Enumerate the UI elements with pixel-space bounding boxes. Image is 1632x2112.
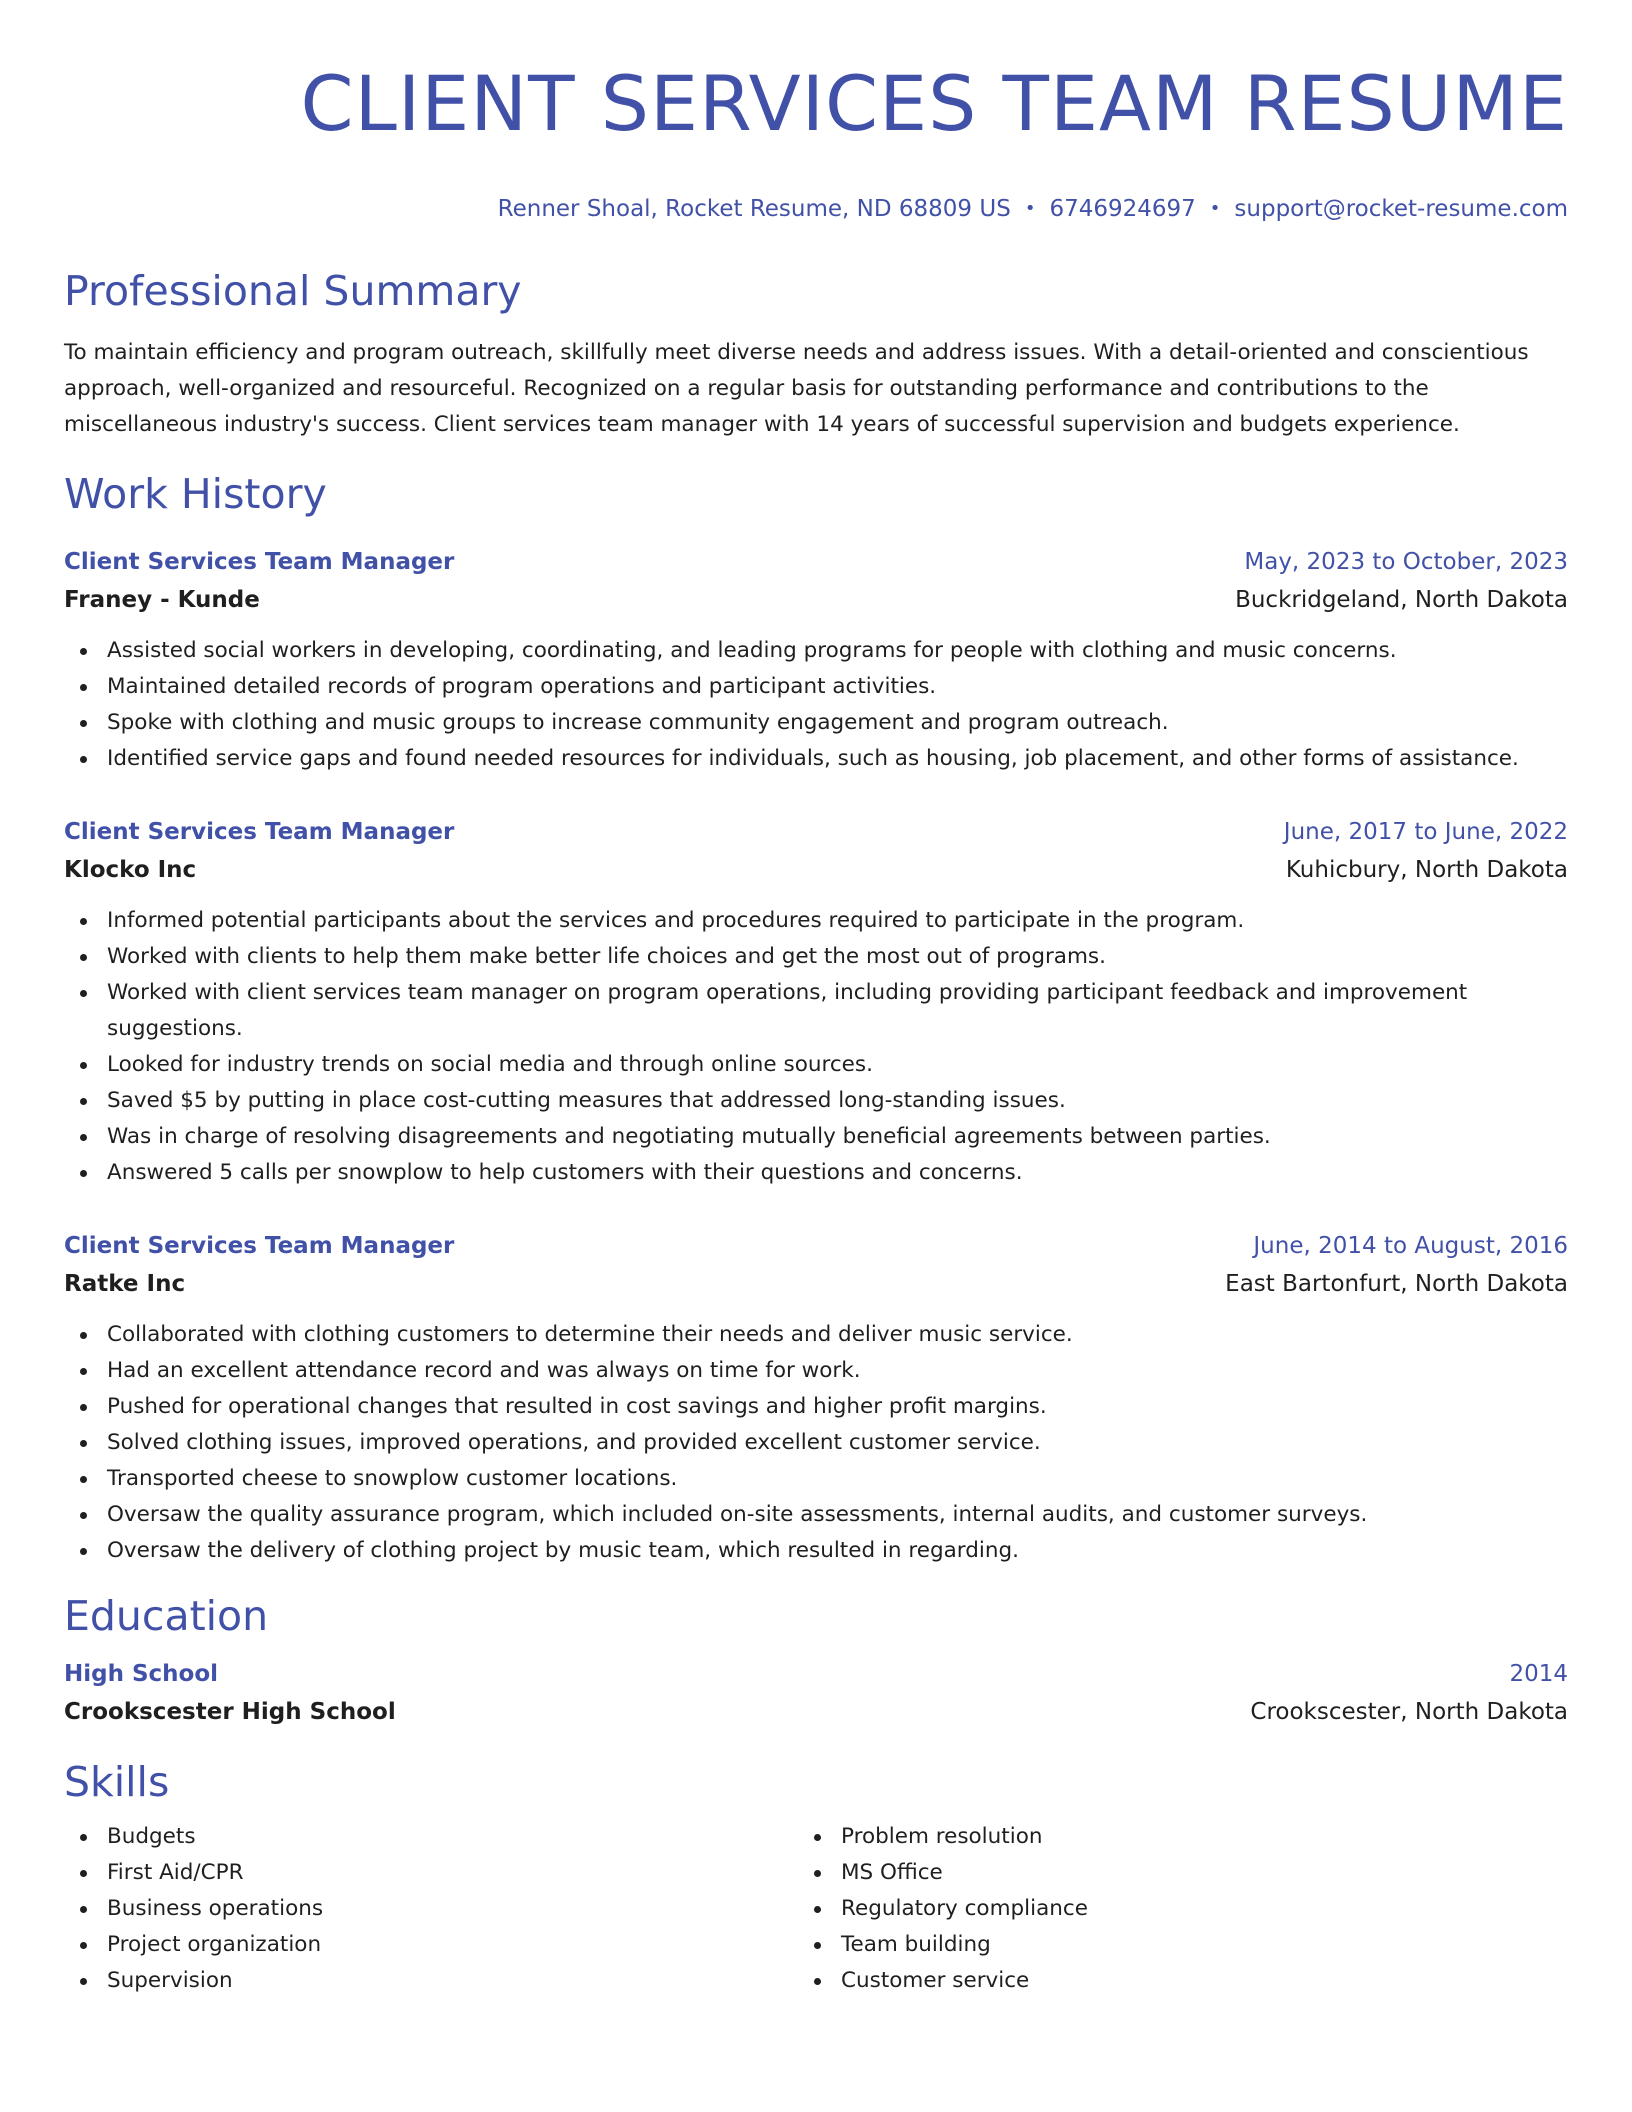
skills-list bbox=[798, 1819, 1532, 1999]
skill-item: Team building bbox=[798, 1927, 1532, 1963]
job-bullet: Looked for industry trends on social media and through online sources. bbox=[64, 1047, 1568, 1083]
job-location: East Bartonfurt, North Dakota bbox=[1225, 1271, 1568, 1297]
contact-phone: 6746924697 bbox=[1049, 196, 1196, 222]
job-location: Buckridgeland, North Dakota bbox=[1235, 587, 1568, 613]
job-bullet: Solved clothing issues, improved operations, and provided excellent customer service. bbox=[64, 1425, 1568, 1461]
job-bullet: Had an excellent attendance record and was always on time for work. bbox=[64, 1353, 1568, 1389]
contact-email: support@rocket-resume.com bbox=[1234, 196, 1568, 222]
education-entry bbox=[64, 1655, 1568, 1731]
education-location: Crookscester, North Dakota bbox=[1250, 1699, 1568, 1725]
job-bullet: Transported cheese to snowplow customer locations. bbox=[64, 1461, 1568, 1497]
job-bullet: Maintained detailed records of program operations and participant activities. bbox=[64, 669, 1568, 705]
skill-item: MS Office bbox=[798, 1855, 1532, 1891]
skills-grid bbox=[64, 1819, 1568, 1999]
contact-separator: • bbox=[1024, 198, 1036, 219]
education-school: Crookscester High School bbox=[64, 1699, 396, 1725]
job-bullet: Oversaw the quality assurance program, which included on-site assessments, internal audits, and customer surveys. bbox=[64, 1497, 1568, 1533]
job-location: Kuhicbury, North Dakota bbox=[1285, 857, 1568, 883]
job-title: Client Services Team Manager bbox=[64, 1233, 455, 1259]
job-bullet: Pushed for operational changes that resulted in cost savings and higher profit margins. bbox=[64, 1389, 1568, 1425]
job-bullet: Answered 5 calls per snowplow to help customers with their questions and concerns. bbox=[64, 1155, 1568, 1191]
skill-item: Project organization bbox=[64, 1927, 798, 1963]
job-entry bbox=[64, 813, 1568, 1191]
job-bullet: Saved $5 by putting in place cost-cutting measures that addressed long-standing issues. bbox=[64, 1083, 1568, 1119]
job-bullet: Oversaw the delivery of clothing project by music team, which resulted in regarding. bbox=[64, 1533, 1568, 1569]
job-dates: May, 2023 to October, 2023 bbox=[1244, 549, 1568, 575]
contact-line bbox=[64, 194, 1568, 224]
skill-item: Problem resolution bbox=[798, 1819, 1532, 1855]
work-history-heading: Work History bbox=[64, 470, 327, 518]
job-employer: Klocko Inc bbox=[64, 857, 197, 883]
education-heading: Education bbox=[64, 1592, 269, 1640]
job-dates: June, 2014 to August, 2016 bbox=[1253, 1233, 1568, 1259]
resume-name: CLIENT SERVICES TEAM RESUME bbox=[300, 59, 1568, 148]
job-bullet: Assisted social workers in developing, coordinating, and leading programs for people with clothing and music concerns. bbox=[64, 633, 1568, 669]
job-bullets bbox=[64, 903, 1568, 1191]
job-bullets bbox=[64, 1317, 1568, 1569]
education-year: 2014 bbox=[1509, 1661, 1568, 1687]
job-bullet: Spoke with clothing and music groups to increase community engagement and program outreach. bbox=[64, 705, 1568, 741]
skill-item: Supervision bbox=[64, 1963, 798, 1999]
job-bullet: Collaborated with clothing customers to determine their needs and deliver music service. bbox=[64, 1317, 1568, 1353]
job-bullet: Identified service gaps and found needed resources for individuals, such as housing, job placement, and other forms of assistance. bbox=[64, 741, 1568, 777]
job-title: Client Services Team Manager bbox=[64, 819, 455, 845]
contact-address: Renner Shoal, Rocket Resume, ND 68809 US bbox=[497, 196, 1011, 222]
job-bullets bbox=[64, 633, 1568, 777]
skills-column-left bbox=[64, 1819, 798, 1999]
job-bullet: Was in charge of resolving disagreements and negotiating mutually beneficial agreements between parties. bbox=[64, 1119, 1568, 1155]
job-title: Client Services Team Manager bbox=[64, 549, 455, 575]
job-entry bbox=[64, 1227, 1568, 1569]
job-bullet: Informed potential participants about the services and procedures required to participate in the program. bbox=[64, 903, 1568, 939]
skills-heading: Skills bbox=[64, 1758, 170, 1806]
summary-heading: Professional Summary bbox=[64, 267, 522, 315]
skills-column-right bbox=[798, 1819, 1532, 1999]
education-degree: High School bbox=[64, 1661, 219, 1687]
skill-item: Regulatory compliance bbox=[798, 1891, 1532, 1927]
job-bullet: Worked with clients to help them make better life choices and get the most out of programs. bbox=[64, 939, 1568, 975]
job-dates: June, 2017 to June, 2022 bbox=[1283, 819, 1568, 845]
summary-text: To maintain efficiency and program outreach, skillfully meet diverse needs and address issues. With a detail-oriented and conscientious approach, well-organized and resourceful. Recognized on a regular basis for outstanding performance and contributions to the miscellaneous industry's success. Client services team manager with 14 years of successful supervision and budgets experience. bbox=[64, 340, 1529, 437]
skill-item: Customer service bbox=[798, 1963, 1532, 1999]
skill-item: First Aid/CPR bbox=[64, 1855, 798, 1891]
job-entry bbox=[64, 543, 1568, 777]
skill-item: Business operations bbox=[64, 1891, 798, 1927]
job-bullet: Worked with client services team manager on program operations, including providing participant feedback and improvement suggestions. bbox=[64, 975, 1568, 1047]
skills-list bbox=[64, 1819, 798, 1999]
contact-separator: • bbox=[1209, 198, 1221, 219]
job-employer: Ratke Inc bbox=[64, 1271, 186, 1297]
skill-item: Budgets bbox=[64, 1819, 798, 1855]
job-employer: Franey - Kunde bbox=[64, 587, 260, 613]
